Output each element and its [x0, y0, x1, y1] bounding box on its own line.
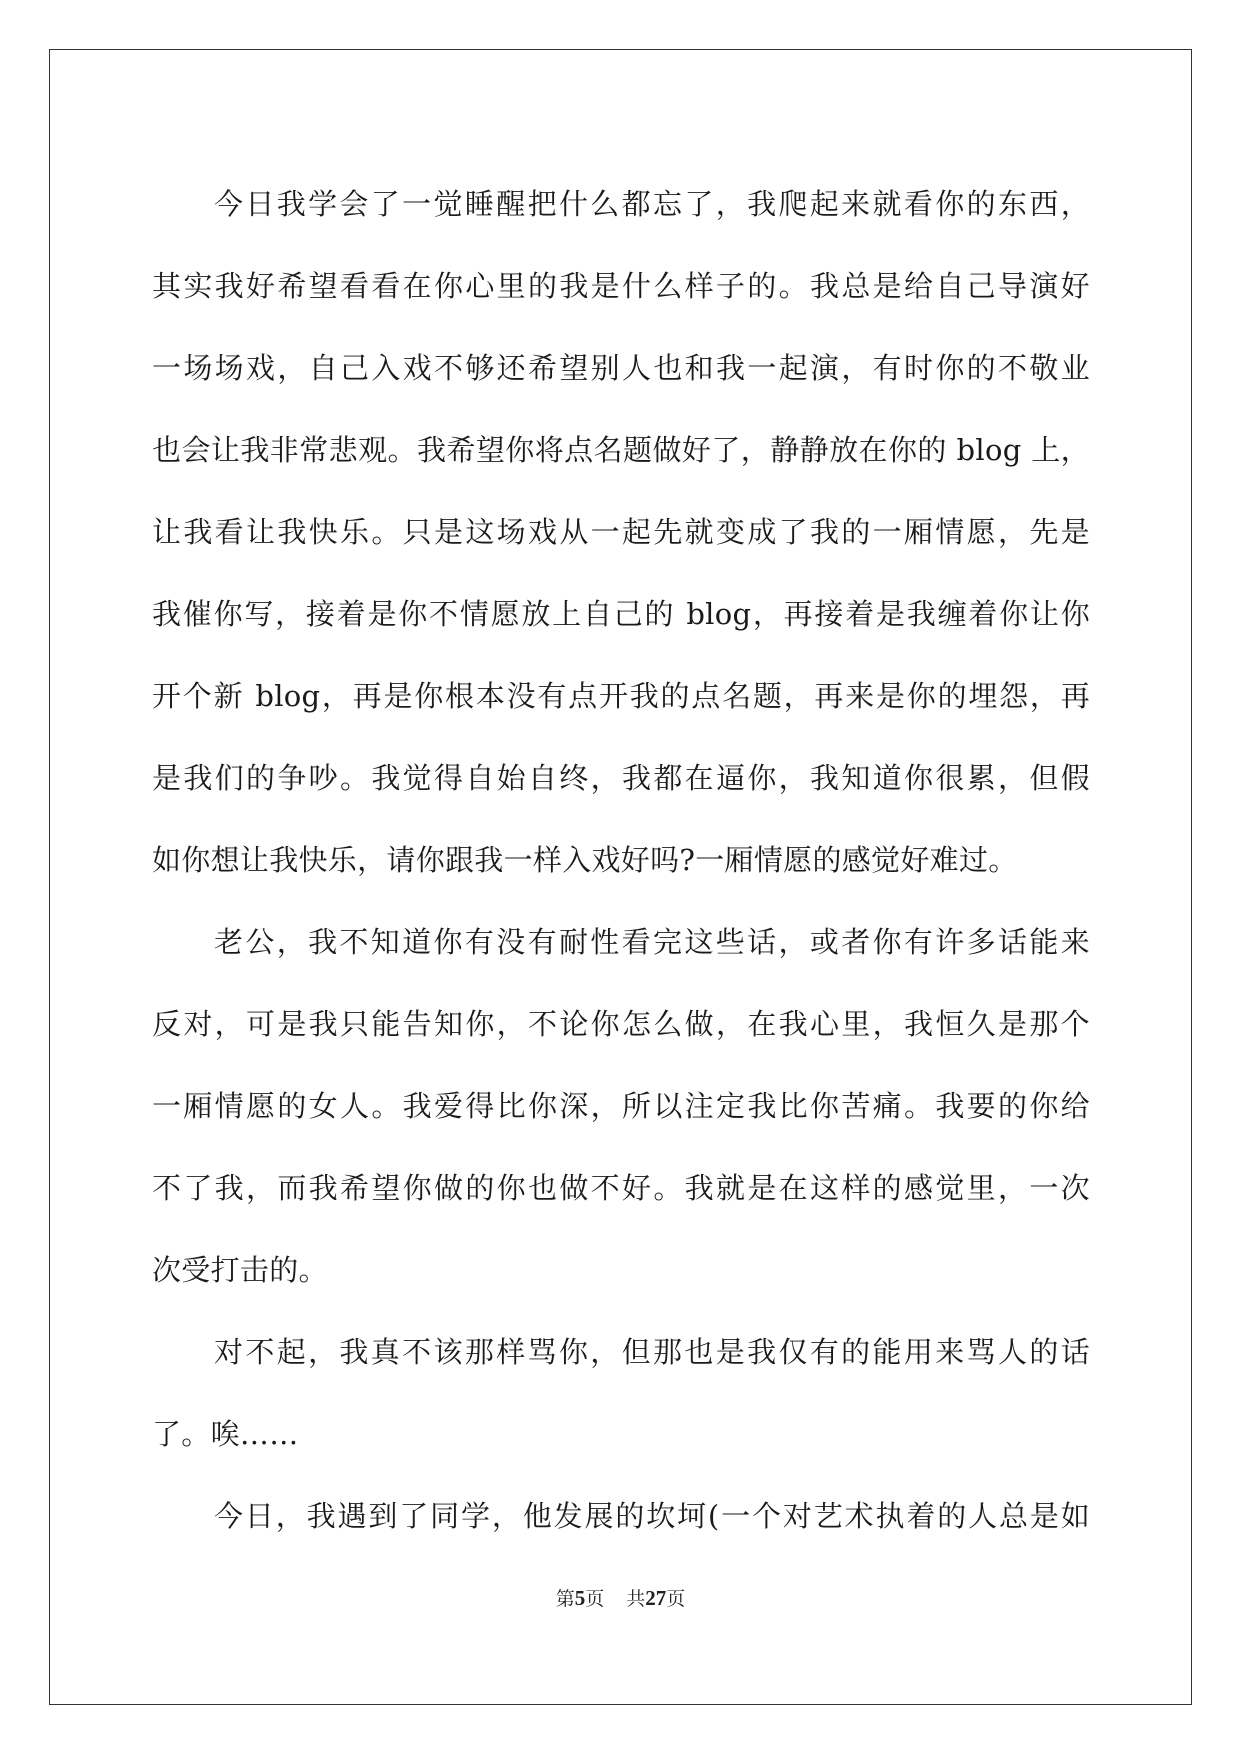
page-suffix: 页	[585, 1588, 605, 1610]
text-line-3: 一场场戏，自己入戏不够还希望别人也和我一起演，有时你的不敬业	[152, 351, 1090, 385]
page-prefix: 第	[555, 1588, 575, 1610]
text-line-13: 不了我，而我希望你做的你也做不好。我就是在这样的感觉里，一次	[152, 1171, 1090, 1205]
total-prefix: 共	[626, 1588, 646, 1610]
text-line-11: 反对，可是我只能告知你，不论你怎么做，在我心里，我恒久是那个	[152, 1007, 1090, 1041]
text-line-16: 了。唉……	[152, 1417, 299, 1451]
text-line-4: 也会让我非常悲观。我希望你将点名题做好了，静静放在你的 blog 上，	[152, 433, 1090, 467]
text-line-5: 让我看让我快乐。只是这场戏从一起先就变成了我的一厢情愿，先是	[152, 515, 1090, 549]
text-line-10: 老公，我不知道你有没有耐性看完这些话，或者你有许多话能来	[214, 925, 1090, 959]
text-line-12: 一厢情愿的女人。我爱得比你深，所以注定我比你苦痛。我要的你给	[152, 1089, 1090, 1123]
text-line-1: 今日我学会了一觉睡醒把什么都忘了，我爬起来就看你的东西，	[214, 187, 1090, 221]
page-footer	[0, 1584, 1241, 1611]
text-line-14: 次受打击的。	[152, 1253, 328, 1287]
text-line-17: 今日，我遇到了同学，他发展的坎坷(一个对艺术执着的人总是如	[214, 1499, 1090, 1533]
text-line-8: 是我们的争吵。我觉得自始自终，我都在逼你，我知道你很累，但假	[152, 761, 1090, 795]
text-line-2: 其实我好希望看看在你心里的我是什么样子的。我总是给自己导演好	[152, 269, 1090, 303]
text-line-6: 我催你写，接着是你不情愿放上自己的 blog，再接着是我缠着你让你	[152, 597, 1090, 631]
page-number: 5	[574, 1586, 586, 1610]
total-suffix: 页	[666, 1588, 686, 1610]
document-body	[152, 163, 1090, 1557]
text-line-7: 开个新 blog，再是你根本没有点开我的点名题，再来是你的埋怨，再	[152, 679, 1090, 713]
total-pages: 27	[645, 1586, 667, 1610]
text-line-9: 如你想让我快乐，请你跟我一样入戏好吗?一厢情愿的感觉好难过。	[152, 843, 1018, 877]
text-line-15: 对不起，我真不该那样骂你，但那也是我仅有的能用来骂人的话	[214, 1335, 1090, 1369]
